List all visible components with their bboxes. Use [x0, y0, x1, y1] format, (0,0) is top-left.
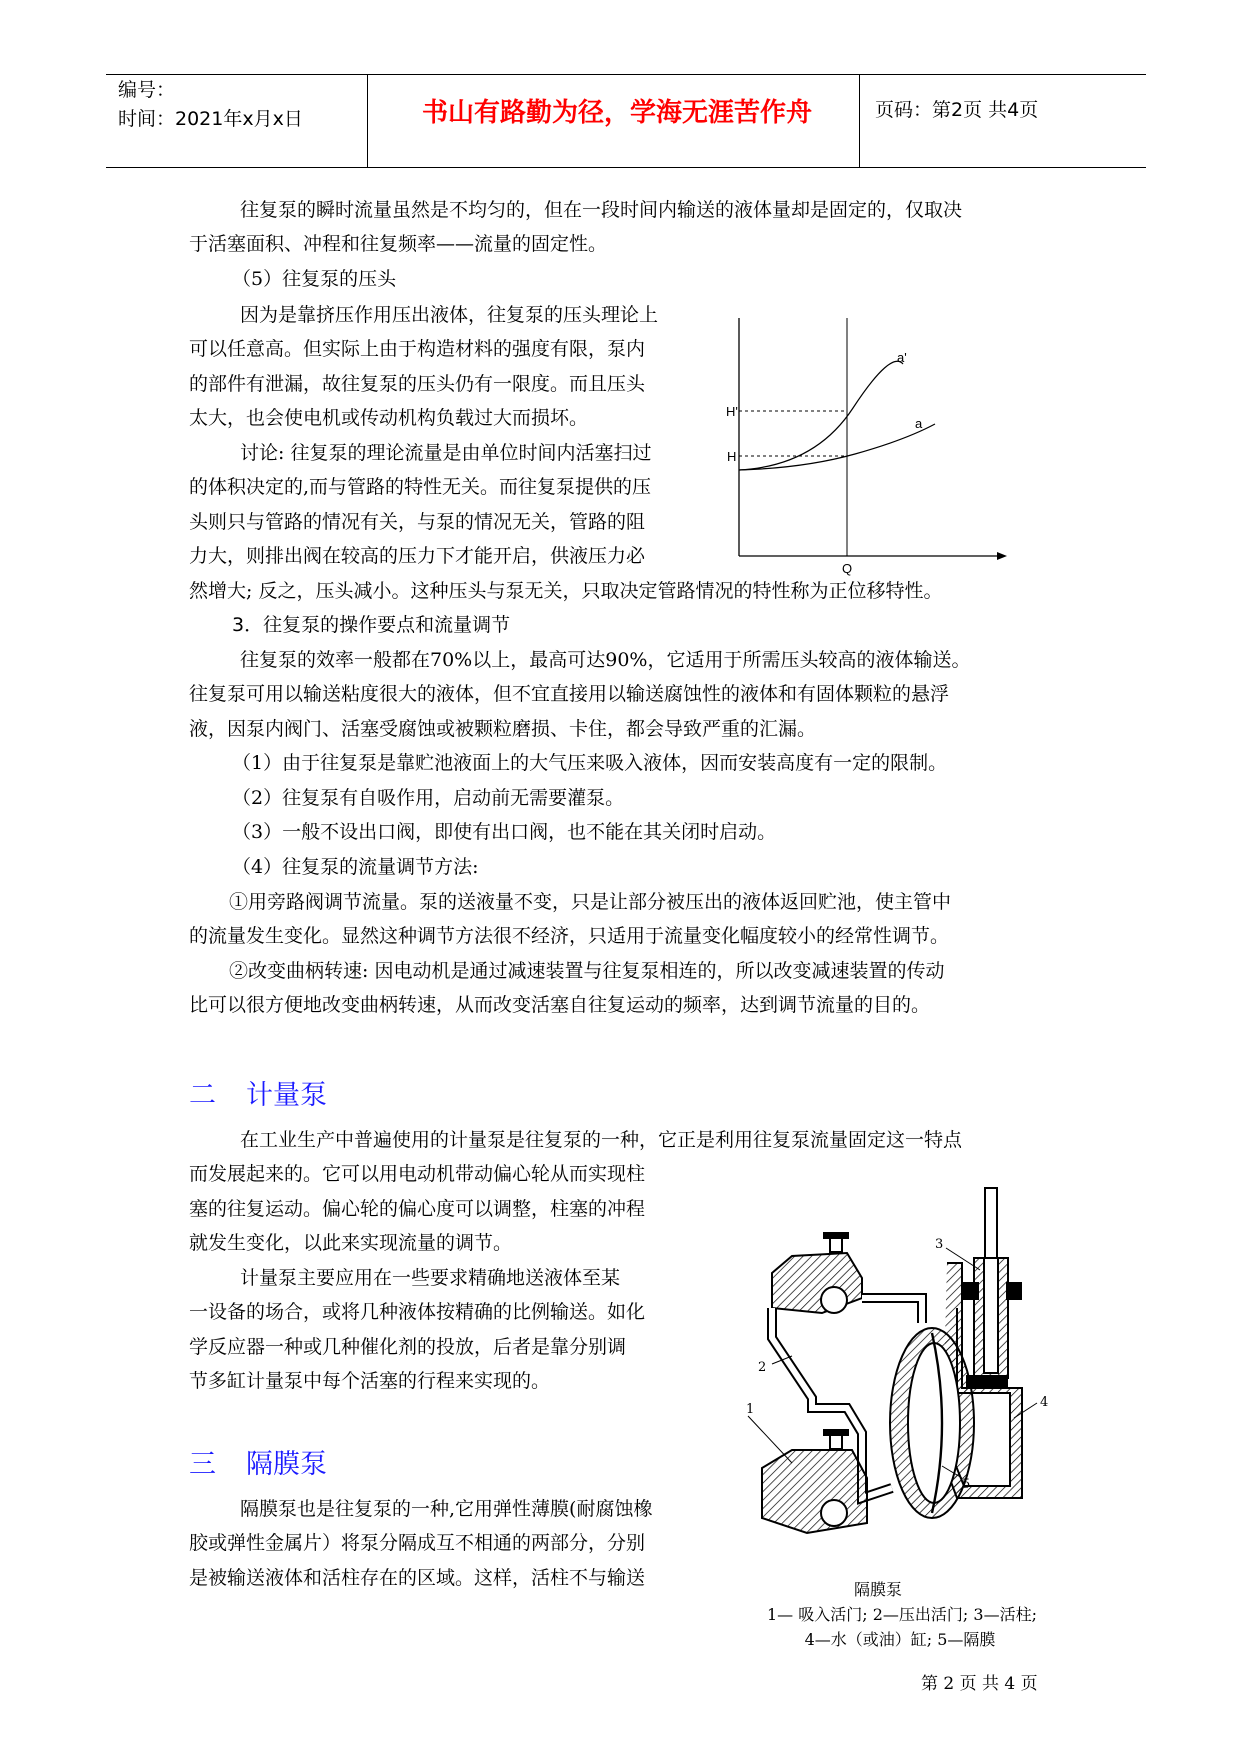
- section-number: 三: [189, 1449, 216, 1480]
- label-q: Q: [842, 561, 853, 576]
- section-title: 隔膜泵: [246, 1449, 327, 1480]
- paragraph-line: 的部件有泄漏，故往复泵的压头仍有一限度。而且压头: [189, 373, 646, 395]
- figure-label-1: 1: [746, 1402, 755, 1417]
- piston-rod: [985, 1188, 997, 1258]
- list-item: （1）由于往复泵是靠贮池液面上的大气压来吸入液体，因而安装高度有一定的限制。: [232, 752, 948, 774]
- paragraph-line: 计量泵主要应用在一些要求精确地送液体至某: [240, 1267, 621, 1289]
- paragraph-line: 液，因泵内阀门、活塞受腐蚀或被颗粒磨损、卡住，都会导致严重的汇漏。: [189, 718, 817, 740]
- paragraph-line: 是被输送液体和活柱存在的区域。这样，活柱不与输送: [189, 1567, 646, 1589]
- upper-valve-body: [772, 1253, 862, 1313]
- suction-valve-ball: [821, 1500, 847, 1526]
- subheading-pressure-head: （5）往复泵的压头: [232, 268, 397, 290]
- time-label: 时间：2021年x月x日: [118, 108, 303, 130]
- paragraph-line: 然增大; 反之，压头减小。这种压头与泵无关，只取决定管路情况的特性称为正位移特性。: [189, 580, 943, 602]
- paragraph-line: 讨论: 往复泵的理论流量是由单位时间内活塞扫过: [240, 442, 652, 464]
- paragraph-line: 隔膜泵也是往复泵的一种,它用弹性薄膜(耐腐蚀橡: [240, 1498, 653, 1520]
- page-footer: 第 2 页 共 4 页: [921, 1674, 1038, 1694]
- diagram-x-arrow: [997, 552, 1007, 560]
- paragraph-line: 在工业生产中普遍使用的计量泵是往复泵的一种，它正是利用往复泵流量固定这一特点: [240, 1129, 963, 1151]
- paragraph-line: 往复泵可用以输送粘度很大的液体，但不宜直接用以输送腐蚀性的液体和有固体颗粒的悬浮: [189, 683, 950, 705]
- figure-label-2: 2: [758, 1360, 767, 1375]
- figure-caption-title: 隔膜泵: [853, 1580, 902, 1599]
- curve-a: [739, 424, 935, 470]
- paragraph-line: 往复泵的效率一般都在70%以上，最高可达90%，它适用于所需压头较高的液体输送。: [240, 649, 971, 671]
- discharge-valve-ball: [821, 1287, 847, 1313]
- curve-a-prime: [739, 361, 903, 470]
- paragraph-line: 一设备的场合，或将几种液体按精确的比例输送。如化: [189, 1301, 646, 1323]
- paragraph-line: 节多缸计量泵中每个活塞的行程来实现的。: [189, 1370, 551, 1392]
- label-a-prime: a': [897, 350, 907, 365]
- paragraph-line: 胶或弹性金属片）将泵分隔成互不相通的两部分，分别: [189, 1532, 646, 1554]
- paragraph-line: 头则只与管路的情况有关，与泵的情况无关，管路的阻: [189, 511, 646, 533]
- list-item: （2）往复泵有自吸作用，启动前无需要灌泵。: [232, 787, 625, 809]
- label-h: H: [727, 449, 737, 464]
- section-title: 计量泵: [246, 1080, 327, 1111]
- section-number: 二: [189, 1080, 216, 1111]
- paragraph-line: 往复泵的瞬时流量虽然是不均匀的，但在一段时间内输送的液体量却是固定的，仅取决: [240, 199, 963, 221]
- header-page-info: 页码：第2页 共4页: [875, 99, 1039, 121]
- paragraph-line: ②改变曲柄转速: 因电动机是通过减速装置与往复泵相连的，所以改变减速装置的传动: [229, 960, 945, 982]
- section-heading-diaphragm-pump: [189, 1442, 327, 1481]
- label-a: a: [915, 416, 923, 431]
- paragraph-line: 因为是靠挤压作用压出液体，往复泵的压头理论上: [240, 304, 659, 326]
- figure-label-5: 5: [962, 1477, 971, 1492]
- paragraph-line: ①用旁路阀调节流量。泵的送液量不变，只是让部分被压出的液体返回贮池，使主管中: [229, 891, 952, 913]
- paragraph-line: 而发展起来的。它可以用电动机带动偏心轮从而实现柱: [189, 1163, 646, 1185]
- paragraph-line: 塞的往复运动。偏心轮的偏心度可以调整，柱塞的冲程: [189, 1198, 646, 1220]
- paragraph-line: 太大，也会使电机或传动机构负载过大而损坏。: [189, 407, 589, 429]
- diaphragm-pump-figure: [746, 1188, 1062, 1558]
- label-h-prime: H': [726, 404, 738, 419]
- figure-caption-line-2: 4—水（或油）缸; 5—隔膜: [804, 1630, 996, 1649]
- serial-label: 编号：: [118, 79, 176, 101]
- lower-valve-body: [762, 1450, 867, 1533]
- header-top-rule: [106, 74, 1146, 75]
- header-bottom-rule: [106, 167, 1146, 168]
- figure-caption-line-1: 1— 吸入活门; 2—压出活门; 3—活柱;: [767, 1605, 1037, 1624]
- header-motto: 书山有路勤为径，学海无涯苦作舟: [421, 98, 812, 128]
- header-divider-left: [367, 74, 368, 168]
- paragraph-line: 力大，则排出阀在较高的压力下才能开启，供液压力必: [189, 545, 646, 567]
- paragraph-line: 的体积决定的,而与管路的特性无关。而往复泵提供的压: [189, 476, 652, 498]
- paragraph-line: 比可以很方便地改变曲柄转速，从而改变活塞自往复运动的频率，达到调节流量的目的。: [189, 994, 931, 1016]
- figure-label-3: 3: [935, 1237, 944, 1252]
- header-meta: [118, 76, 303, 134]
- list-item: （3）一般不设出口阀，即使有出口阀，也不能在其关闭时启动。: [232, 821, 777, 843]
- paragraph-line: 学反应器一种或几种催化剂的投放，后者是靠分别调: [189, 1336, 627, 1358]
- list-item: （4）往复泵的流量调节方法:: [232, 856, 479, 878]
- head-flow-diagram: [726, 318, 1010, 576]
- paragraph-line: 的流量发生变化。显然这种调节方法很不经济，只适用于流量变化幅度较小的经常性调节。: [189, 925, 950, 947]
- paragraph-line: 可以任意高。但实际上由于构造材料的强度有限，泵内: [189, 338, 646, 360]
- paragraph-line: 就发生变化，以此来实现流量的调节。: [189, 1232, 513, 1254]
- section-heading-metering-pump: [189, 1073, 327, 1112]
- figure-label-4: 4: [1040, 1395, 1049, 1410]
- paragraph-line: 于活塞面积、冲程和往复频率——流量的固定性。: [189, 233, 608, 255]
- subheading-operation: 3．往复泵的操作要点和流量调节: [232, 614, 511, 636]
